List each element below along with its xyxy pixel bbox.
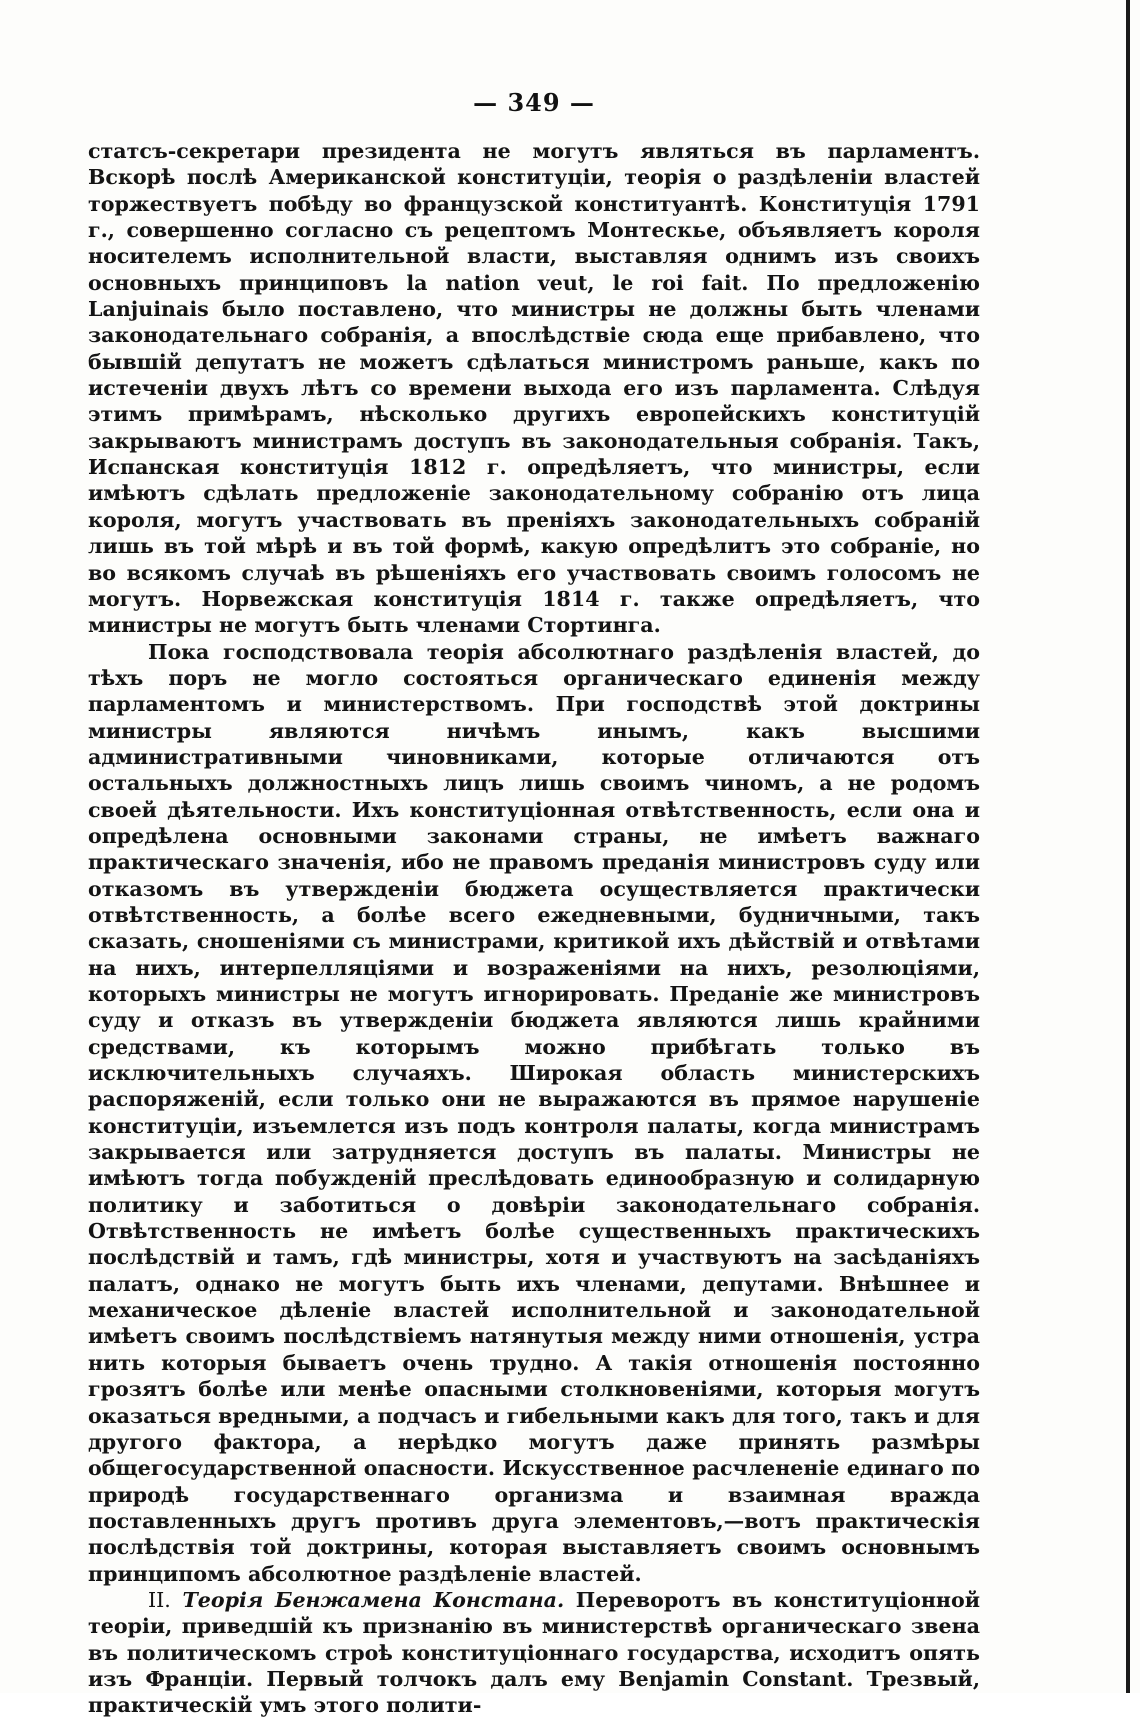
section-paragraph xyxy=(88,1587,980,1719)
paragraph-2: Пока господствовала теорія абсолютнаго раздѣленія властей, до тѣхъ поръ не могло состояться органическаго единенія между парламентомъ и министерствомъ. При господствѣ этой доктрины министры являются ничѣмъ инымъ, какъ высшими административными чиновниками, которые отличаются отъ остальныхъ должностныхъ лицъ лишь своимъ чиномъ, а не родомъ своей дѣятельности. Ихъ конституціонная отвѣтственность, если она и опредѣлена основными законами страны, не имѣетъ важнаго практическаго значенія, ибо не правомъ преданія министровъ суду или отказомъ въ утвержденіи бюджета осуществляется практически отвѣтственность, а болѣе всего ежедневными, будничными, такъ сказать, сношеніями съ министрами, критикой ихъ дѣйствій и отвѣтами на нихъ, интерпелляціями и возраженіями на нихъ, резолюціями, которыхъ министры не могутъ игнорировать. Преданіе же министровъ суду и отказъ въ утвержденіи бюджета являются лишь крайними средствами, къ которымъ можно прибѣгать только въ исключительныхъ случаяхъ. Широкая область министерскихъ распоряженій, если только они не выражаются въ прямое нарушеніе конституціи, изъемлется изъ подъ контроля палаты, когда министрамъ закрывается или затрудняется доступъ въ палаты. Министры не имѣютъ тогда побужденій преслѣдовать единообразную и солидарную политику и заботиться о довѣріи законодательнаго собранія. Отвѣтственность не имѣетъ болѣе существенныхъ практическихъ послѣдствій и тамъ, гдѣ министры, хотя и участвуютъ на засѣданіяхъ палатъ, однако не могутъ быть ихъ членами, депутами. Внѣшнее и механическое дѣленіе властей исполнительной и законодательной имѣетъ своимъ послѣдствіемъ натянутыя между ними отношенія, устра нить которыя бываетъ очень трудно. А такія отношенія постоянно грозятъ болѣе или менѣе опасными столкновеніями, которыя могутъ оказаться вредными, а подчасъ и гибельными какъ для того, такъ и для другого фактора, а нерѣдко могутъ даже принять размѣры общегосударственной опасности. Искусственное расчлененіе единаго по природѣ государственнаго организма и взаимная вражда поставленныхъ другъ противъ друга элементовъ,—вотъ практическія послѣдствія той доктрины, которая выставляетъ своимъ основнымъ принципомъ абсолютное раздѣленіе властей. xyxy=(88,639,980,1586)
section-text: Переворотъ въ конституціонной теоріи, приведшій къ признанію въ министерствѣ органическаго звена въ политическомъ строѣ конституціоннаго государства, исходитъ опять изъ Франціи. Первый толчокъ далъ ему Benjamin Constant. Трезвый, практическій умъ этого полити- xyxy=(88,1587,981,1718)
section-title: Теорія Бенжамена Констана. xyxy=(182,1587,565,1612)
page-edge-rule xyxy=(1126,0,1130,1693)
paragraph-1: статсъ-секретари президента не могутъ являться въ парламентъ. Вскорѣ послѣ Американской конституціи, теорія о раздѣленіи властей торжествуетъ побѣду во французской конституантѣ. Конституція 1791 г., совершенно согласно съ рецептомъ Монтескье, объявляетъ короля носителемъ исполнительной власти, выставляя однимъ изъ своихъ основныхъ принциповъ la nation veut, le roi fait. По предложенію Lanjuinais было поставлено, что министры не должны быть членами законодательнаго собранія, а впослѣдствіе сюда еще прибавлено, что бывшій депутатъ не можетъ сдѣлаться министромъ раньше, какъ по истеченіи двухъ лѣтъ со времени выхода его изъ парламента. Слѣдуя этимъ примѣрамъ, нѣсколько другихъ европейскихъ конституцій закрываютъ министрамъ доступъ въ законодательныя собранія. Такъ, Испанская конституція 1812 г. опредѣляетъ, что министры, если имѣютъ сдѣлать предложеніе законодательному собранію отъ лица короля, могутъ участвовать въ преніяхъ законодательныхъ собраній лишь въ той мѣрѣ и въ той формѣ, какую опредѣлитъ это собраніе, но во всякомъ случаѣ въ рѣшеніяхъ его участвовать своимъ голосомъ не могутъ. Норвежская конституція 1814 г. также опредѣляетъ, что министры не могутъ быть членами Стортинга. xyxy=(88,139,980,638)
page-number: — 349 — xyxy=(473,88,595,117)
text-body xyxy=(88,138,980,1719)
section-number: II. xyxy=(148,1587,171,1612)
